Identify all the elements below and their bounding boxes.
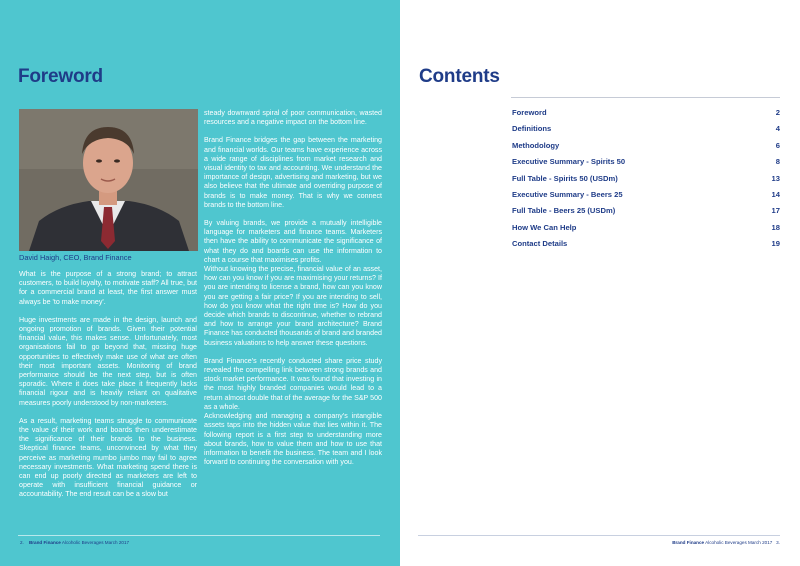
- foreword-column-2: [204, 109, 382, 476]
- toc-label: Methodology: [512, 140, 560, 150]
- toc-label: Foreword: [512, 108, 547, 117]
- toc-label: Full Table - Spirits 50 (USDm): [512, 173, 618, 183]
- table-of-contents: [512, 108, 780, 256]
- paragraph: Brand Finance's recently conducted share price study revealed the compelling link between strong brands and stock market performance. It was found that investing in the most highly branded companies would lead to a return almost double that of the average for the S&P 500 as a whole.: [204, 356, 382, 411]
- toc-label: Executive Summary - Spirits 50: [512, 157, 626, 167]
- page-title: Contents: [419, 66, 500, 87]
- footer-divider: [418, 535, 780, 536]
- toc-entry-full-table-spirits[interactable]: [512, 174, 780, 190]
- toc-page: 6: [775, 140, 780, 150]
- ceo-portrait: [19, 109, 198, 251]
- page-footer: [20, 540, 129, 545]
- page-footer: [672, 540, 780, 545]
- toc-entry-contact-details[interactable]: [512, 239, 780, 255]
- foreword-column-1: [19, 270, 197, 509]
- footer-brand: Brand Finance: [28, 540, 61, 545]
- toc-label: Contact Details: [512, 239, 568, 249]
- footer-text: Alcoholic Beverages March 2017: [705, 540, 773, 545]
- page-number: 2.: [20, 540, 24, 545]
- right-page: [400, 0, 800, 566]
- toc-entry-full-table-beers[interactable]: [512, 206, 780, 222]
- toc-page: 4: [775, 124, 780, 134]
- paragraph: Acknowledging and managing a company's intangible assets taps into the hidden value that lies within it. The following report is a first step to understanding more about brands, how to value them and how to use that information to benefit the business. The team and I look forward to continuing the conversation with you.: [204, 412, 382, 467]
- paragraph: Brand Finance bridges the gap between the marketing and financial worlds. Our teams have experience across a wide range of disciplines from market research and visual identity to tax and accounting. We understand the importance of design, advertising and marketing, but we also believe that the ultimate and overriding purpose of brands is to make money. That is why we connect brands to the bottom line.: [204, 136, 382, 209]
- paragraph: Without knowing the precise, financial value of an asset, how can you know if you are maximising your returns? If you are intending to license a brand, how can you know you are getting a fair price? If you are intending to sell, how do you know what the right time is? How do you decide which brands to discontinue, whether to rebrand and how to arrange your brand architecture? Brand Finance has conducted thousands of brand and branded business valuations to help answer these questions.: [204, 265, 382, 347]
- toc-entry-definitions[interactable]: [512, 124, 780, 140]
- toc-label: Full Table - Beers 25 (USDm): [512, 206, 616, 216]
- paragraph: Huge investments are made in the design, launch and ongoing promotion of brands. Given their potential financial value, this makes sense. Unfortunately, most organisations fail to go beyond that, missing huge opportunities to effectively make use of what are often their most important assets. Monitoring of brand performance should be the next step, but is often sporadic. Where it does take place it frequently lacks financial rigour and is heavily reliant on qualitative measures poorly understood by non-marketers.: [19, 315, 197, 407]
- page-number: 3.: [776, 540, 780, 545]
- portrait-caption: David Haigh, CEO, Brand Finance: [19, 253, 132, 262]
- footer-text: Alcoholic Beverages March 2017: [61, 540, 130, 545]
- paragraph: As a result, marketing teams struggle to communicate the value of their work and boards then underestimate the significance of their brands to the business. Skeptical finance teams, unconvinced by what they perceive as marketing mumbo jumbo may fail to agree necessary investments. What marketing spend there is can end up poorly directed as marketers are left to operate with insufficient financial guidance or accountability. The end result can be a slow but: [19, 416, 197, 499]
- page-title: Foreword: [18, 66, 103, 87]
- paragraph: steady downward spiral of poor communication, wasted resources and a negative impact on the bottom line.: [204, 109, 382, 127]
- toc-page: 17: [771, 206, 780, 216]
- toc-entry-foreword[interactable]: [512, 108, 780, 124]
- footer-divider: [18, 535, 380, 536]
- toc-page: 2: [775, 108, 780, 117]
- toc-page: 18: [771, 222, 780, 232]
- paragraph: What is the purpose of a strong brand; to attract customers, to build loyalty, to motivate staff? All true, but for a commercial brand at least, the first answer must always be 'to make money'.: [19, 270, 197, 306]
- toc-divider: [511, 97, 780, 98]
- footer-brand: Brand Finance: [672, 540, 705, 545]
- toc-label: Definitions: [512, 124, 552, 134]
- toc-entry-exec-summary-beers[interactable]: [512, 190, 780, 206]
- toc-entry-how-we-can-help[interactable]: [512, 223, 780, 239]
- toc-entry-exec-summary-spirits[interactable]: [512, 157, 780, 173]
- toc-page: 14: [771, 189, 780, 199]
- toc-page: 13: [771, 173, 780, 183]
- toc-entry-methodology[interactable]: [512, 141, 780, 157]
- toc-page: 8: [775, 157, 780, 167]
- toc-label: Executive Summary - Beers 25: [512, 189, 623, 199]
- toc-page: 19: [771, 239, 780, 249]
- paragraph: By valuing brands, we provide a mutually intelligible language for marketers and finance teams. Marketers then have the ability to communicate the significance of what they do and boards can use the information to chart a course that maximises profits.: [204, 219, 382, 264]
- toc-label: How We Can Help: [512, 222, 577, 232]
